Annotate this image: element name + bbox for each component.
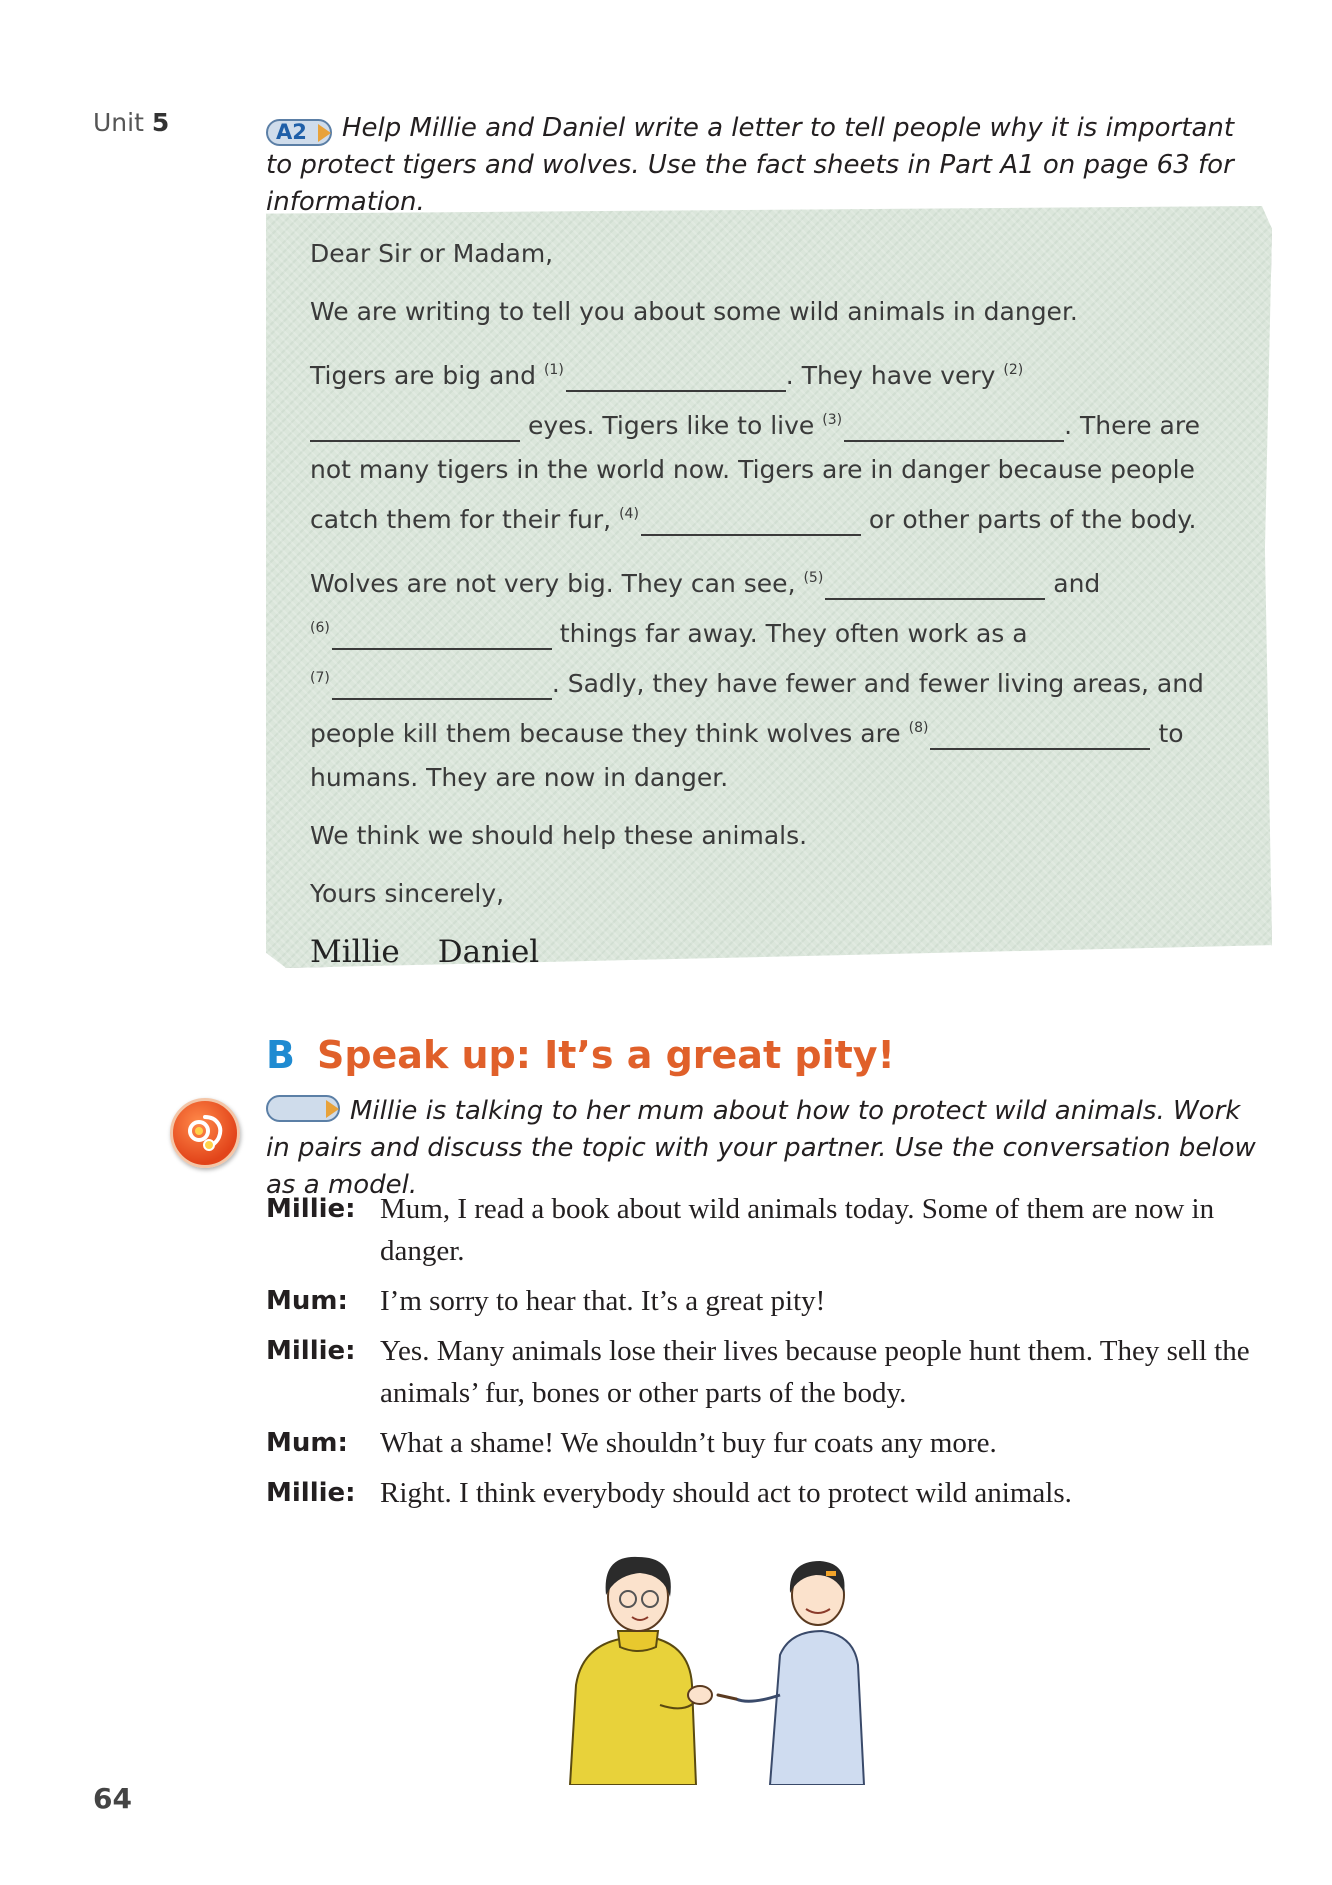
page-number: 64 [93,1782,132,1815]
signature-millie: Millie [310,934,400,970]
text: Tigers are big and [310,361,536,390]
letter-closing-line: We think we should help these animals. [310,821,808,850]
text: and [1053,569,1101,598]
letter-intro: We are writing to tell you about some wild animals in danger. [310,297,1078,326]
blank-number-6: (6) [310,620,330,636]
blank-number-5: (5) [803,570,824,586]
text: to humans. They are now in danger. [310,719,1184,792]
blank-number-3: (3) [822,412,843,428]
headphones-icon [183,1111,227,1155]
dialog-row [266,1280,1266,1322]
blank-number-4: (4) [619,506,639,522]
letter-body [310,232,1230,974]
dialog-speaker: Millie: [266,1478,356,1508]
unit-label-text: Unit [93,108,144,137]
section-title: Speak up: It’s a great pity! [316,1033,895,1077]
blank-5[interactable] [825,568,1045,600]
blank-2[interactable] [310,410,520,442]
text: . They have very [785,361,996,390]
blank-number-8: (8) [908,720,929,736]
dialog-speaker: Millie: [266,1194,356,1224]
millie-figure [718,1561,864,1785]
dialog-row [266,1472,1266,1514]
audio-badge [266,1095,340,1122]
dialog-line: Right. I think everybody should act to protect wild animals. [380,1477,1072,1509]
dialog-line: Yes. Many animals lose their lives because people hunt them. They sell the animals’ fur, bones or other parts of the body. [380,1335,1250,1409]
text: eyes. Tigers like to live [527,411,815,440]
signature-daniel: Daniel [437,934,540,970]
dialog-line: Mum, I read a book about wild animals today. Some of them are now in danger. [380,1193,1215,1267]
blank-number-2: (2) [1003,362,1024,378]
task-b-text: Millie is talking to her mum about how to protect wild animals. Work in pairs and discuss the topic with your partner. Use the conversation below as a model. [266,1096,1256,1200]
blank-4[interactable] [641,504,861,536]
speaking-headphones-icon [170,1098,240,1168]
dialog-line: I’m sorry to hear that. It’s a great pity! [380,1285,826,1317]
dialog-speaker: Mum: [266,1428,348,1458]
section-b-heading [266,1033,895,1077]
a2-badge: A2 [266,119,332,146]
letter-sign-off: Yours sincerely, [310,879,505,908]
dialog-speaker: Millie: [266,1336,356,1366]
blank-1[interactable] [566,360,786,392]
task-a2-text: Help Millie and Daniel write a letter to tell people why it is important to protect tigers and wolves. Use the fact sheets in Part A1 on page 63 for information. [266,113,1235,217]
blank-3[interactable] [844,410,1064,442]
letter-paragraph-wolves [310,556,1230,800]
blank-8[interactable] [930,718,1150,750]
blank-number-1: (1) [543,362,564,378]
letter-paragraph-tigers [310,348,1230,542]
dialog-row [266,1188,1266,1272]
blank-7[interactable] [332,668,552,700]
text: Wolves are not very big. They can see, [310,569,796,598]
letter-greeting: Dear Sir or Madam, [310,239,554,268]
dialog-speaker: Mum: [266,1286,348,1316]
blank-6[interactable] [332,618,552,650]
mum-figure [570,1557,712,1785]
mum-and-millie-illustration [540,1535,920,1785]
dialog [266,1188,1266,1522]
text: or other parts of the body. [868,505,1197,534]
text: . Sadly, they have fewer and fewer living areas, and people kill them because they think wolves are [310,669,1204,748]
unit-number: 5 [151,108,170,137]
text: things far away. They often work as a [559,619,1028,648]
unit-label [93,108,169,137]
text: . There are not many tigers in the world now. Tigers are in danger because people catch them for their fur, [310,411,1200,534]
dialog-row [266,1330,1266,1414]
dialog-row [266,1422,1266,1464]
section-letter: B [266,1033,295,1077]
letter-signatures [310,930,1230,974]
dialog-line: What a shame! We shouldn’t buy fur coats any more. [380,1427,997,1459]
blank-number-7: (7) [310,670,330,686]
task-a2-instruction [266,110,1266,221]
